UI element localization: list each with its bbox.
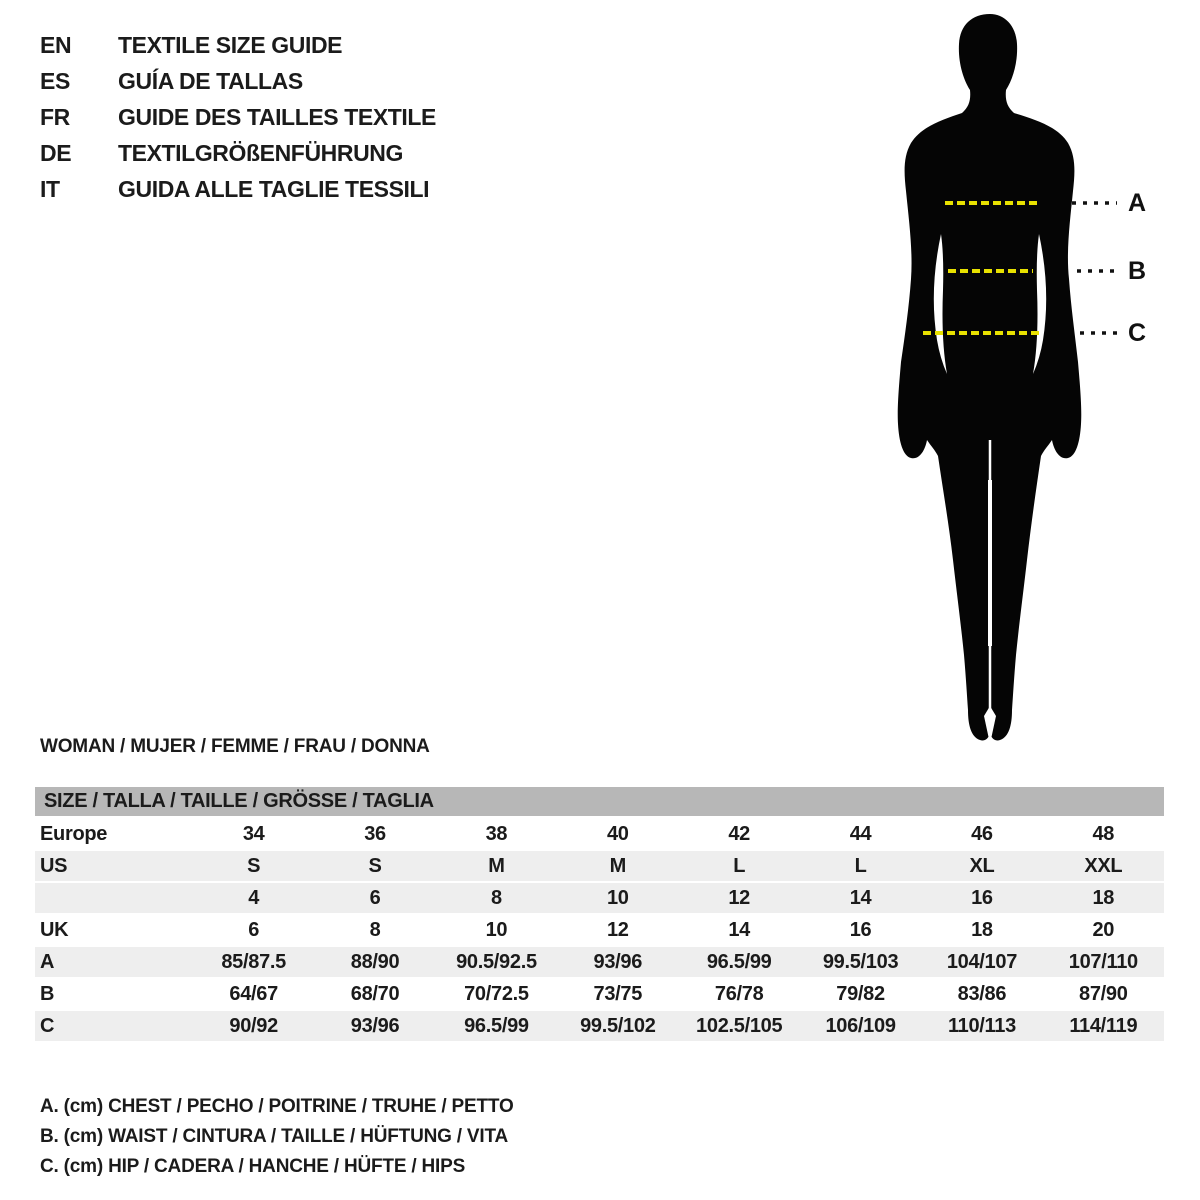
table-cell: 110/113 (947, 1015, 1016, 1037)
size-table-header: SIZE / TALLA / TAILLE / GRÖSSE / TAGLIA (35, 787, 1164, 819)
woman-silhouette (898, 14, 1082, 744)
table-cell: 48 (1092, 823, 1115, 845)
language-row (40, 27, 436, 63)
table-row (35, 915, 1164, 947)
table-cell: 46 (971, 823, 993, 845)
table-cell: 87/90 (1079, 983, 1128, 1005)
figure-area (880, 10, 1200, 750)
measurement-legend (40, 1092, 514, 1182)
table-cell: 96.5/99 (464, 1015, 529, 1037)
table-cell: 16 (849, 919, 872, 941)
table-cell: 36 (364, 823, 386, 845)
language-list (40, 27, 436, 207)
table-row-label: C (40, 1015, 55, 1037)
table-row-label (35, 883, 193, 913)
table-cell: 79/82 (836, 983, 885, 1005)
table-row (35, 819, 1164, 851)
table-row (35, 883, 1164, 915)
table-row-label: Europe (40, 823, 108, 845)
table-cell: 85/87.5 (221, 951, 286, 973)
size-table-body (35, 819, 1164, 1043)
language-row (40, 63, 436, 99)
table-cell: 4 (248, 887, 260, 909)
table-cell: 83/86 (957, 983, 1007, 1005)
language-code: IT (40, 175, 60, 202)
table-cell: 90.5/92.5 (456, 951, 537, 973)
table-cell: 40 (606, 823, 629, 845)
table-cell: L (733, 855, 746, 877)
table-cell: 70/72.5 (464, 983, 529, 1005)
table-cell: 12 (606, 919, 629, 941)
language-code: EN (40, 31, 72, 58)
table-cell: 20 (1092, 919, 1115, 941)
legend-line: A. (cm) CHEST / PECHO / POITRINE / TRUHE / PETTO (40, 1096, 514, 1117)
table-row (35, 851, 1164, 883)
language-row (40, 135, 436, 171)
table-row-label: US (40, 855, 68, 877)
table-cell: 114/119 (1069, 1015, 1138, 1037)
language-code: ES (40, 67, 70, 94)
table-cell: 38 (485, 823, 508, 845)
language-label: TEXTILE SIZE GUIDE (118, 31, 343, 58)
table-cell: 18 (1092, 887, 1115, 909)
table-row (35, 1011, 1164, 1043)
legend-line: C. (cm) HIP / CADERA / HANCHE / HÜFTE / HIPS (40, 1156, 466, 1177)
language-row (40, 171, 436, 207)
language-label: TEXTILGRÖßENFÜHRUNG (118, 139, 403, 166)
table-cell: 12 (728, 887, 751, 909)
table-cell: XXL (1084, 855, 1123, 877)
table-cell: 18 (971, 919, 993, 941)
table-row-label: B (40, 983, 55, 1005)
table-row (35, 947, 1164, 979)
table-cell: 93/96 (350, 1015, 400, 1037)
table-cell: 8 (491, 887, 502, 909)
table-cell: 34 (242, 823, 265, 845)
table-row (35, 979, 1164, 1011)
language-label: GUIDA ALLE TAGLIE TESSILI (118, 175, 430, 202)
table-cell: 96.5/99 (706, 951, 772, 973)
size-table (35, 787, 1164, 1043)
language-code: FR (40, 103, 70, 130)
table-cell: 16 (971, 887, 993, 909)
table-row-label: UK (40, 919, 69, 941)
table-cell: M (488, 855, 505, 877)
marker-label-a: A (1128, 189, 1147, 217)
table-row-label: A (40, 951, 55, 973)
table-cell: 14 (728, 919, 751, 941)
table-cell: 10 (485, 919, 508, 941)
table-cell: 14 (849, 887, 872, 909)
marker-label-b: B (1128, 257, 1147, 285)
table-cell: 102.5/105 (696, 1015, 783, 1037)
table-cell: 106/109 (825, 1015, 896, 1037)
table-cell: 88/90 (350, 951, 400, 973)
table-cell: L (854, 855, 867, 877)
language-row (40, 99, 436, 135)
language-label: GUIDE DES TAILLES TEXTILE (118, 103, 436, 130)
table-cell: 64/67 (229, 983, 278, 1005)
legend-line: B. (cm) WAIST / CINTURA / TAILLE / HÜFTUNG / VITA (40, 1126, 508, 1147)
language-label: GUÍA DE TALLAS (118, 67, 303, 94)
table-cell: 99.5/103 (822, 951, 899, 973)
table-cell: M (609, 855, 626, 877)
table-cell: 10 (606, 887, 629, 909)
table-cell: 99.5/102 (580, 1015, 656, 1037)
table-cell: 76/78 (714, 983, 764, 1005)
woman-silhouette-figure (880, 10, 1200, 750)
language-code: DE (40, 139, 72, 166)
marker-label-c: C (1128, 319, 1147, 347)
table-cell: S (368, 855, 382, 877)
table-cell: XL (969, 855, 995, 877)
table-cell: 90/92 (229, 1015, 278, 1037)
table-cell: 6 (369, 887, 381, 909)
table-cell: 73/75 (593, 983, 643, 1005)
table-cell: S (247, 855, 261, 877)
table-cell: 107/110 (1068, 951, 1138, 973)
section-title-woman: WOMAN / MUJER / FEMME / FRAU / DONNA (40, 736, 430, 757)
table-cell: 104/107 (946, 951, 1018, 973)
table-cell: 8 (369, 919, 381, 941)
table-cell: 44 (849, 823, 872, 845)
table-cell: 93/96 (593, 951, 643, 973)
table-cell: 68/70 (350, 983, 400, 1005)
table-cell: 6 (248, 919, 260, 941)
table-cell: 42 (728, 823, 751, 845)
